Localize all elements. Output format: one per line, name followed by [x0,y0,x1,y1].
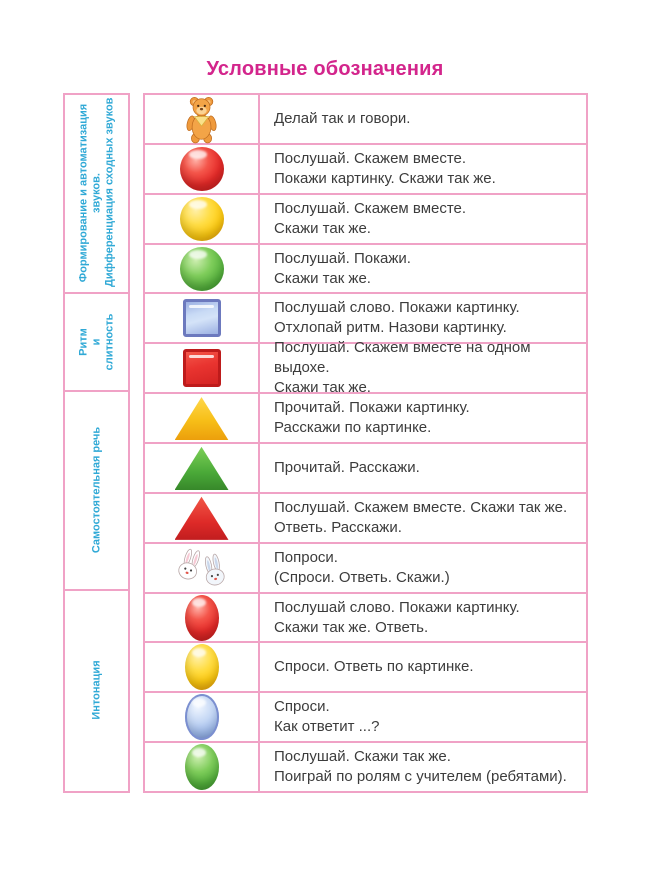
icon-cell [145,394,260,442]
legend-row [145,444,586,494]
page-title: Условные обозначения [206,58,444,80]
instruction-cell [260,743,586,791]
section-label-line: Дифференциация сходных звуков [103,97,115,288]
section-label-column [63,93,130,793]
bunnies-icon [171,548,233,588]
column-gap [130,93,143,793]
triangle-red-icon [175,496,229,540]
legend-row [145,294,586,344]
instruction-cell [260,444,586,492]
icon-cell [145,594,260,642]
instruction-cell [260,643,586,691]
square-red-icon [183,349,221,387]
oval-yellow-icon [185,644,219,690]
instruction-line: Скажи так же. [274,219,371,237]
legend-row [145,145,586,195]
legend-row [145,339,586,397]
instruction-line: Ответь. Расскажи. [274,518,402,536]
legend-row [145,494,586,544]
ball-red-icon [180,147,224,191]
instruction-line: Скажи так же. [274,269,371,287]
section-label-line: и [90,338,102,346]
instruction-line: Попроси. [274,548,338,566]
legend-row [145,195,586,245]
legend-row [145,394,586,444]
section-label-line: Интонация [90,660,102,720]
section-label [77,99,116,287]
instruction-line: Прочитай. Расскажи. [274,459,420,477]
legend-row [145,693,586,743]
section-label-line: Формирование и автоматизация [77,104,89,283]
instruction-line: Поиграй по ролям с учителем (ребятами). [274,768,567,786]
instruction-line: Как ответит ...? [274,718,380,736]
section-label-cell [65,95,128,294]
instruction-line: Скажи так же. Ответь. [274,618,429,636]
instruction-line: Спроси. [274,698,330,716]
icon-cell [145,344,260,392]
instruction-line: Спроси. Ответь по картинке. [274,658,474,676]
section-label-line: Самостоятельная речь [90,427,102,554]
icon-cell [145,743,260,791]
icon-cell [145,643,260,691]
instruction-line: (Спроси. Ответь. Скажи.) [274,568,450,586]
instruction-cell [260,145,586,193]
legend-grid [143,93,588,793]
instruction-cell [260,594,586,642]
section-label [90,396,103,584]
ball-yellow-icon [180,197,224,241]
instruction-line: Послушай. Скажем вместе. [274,199,467,217]
instruction-line: Скажи так же. [274,379,371,397]
instruction-cell [260,339,586,397]
section-label [90,596,103,784]
instruction-line: Прочитай. Покажи картинку. [274,399,470,417]
instruction-cell [260,245,586,293]
icon-cell [145,693,260,741]
triangle-green-icon [175,446,229,490]
instruction-cell [260,394,586,442]
icon-cell [145,444,260,492]
icon-cell [145,544,260,592]
icon-cell [145,195,260,243]
instruction-line: Послушай. Скажем вместе. Скажи так же. [274,498,568,516]
instruction-line: Послушай. Скажем вместе. [274,149,467,167]
instruction-line: Расскажи по картинке. [274,419,432,437]
icon-cell [145,95,260,143]
oval-red-icon [185,595,219,641]
section-label-cell [65,294,128,393]
legend-row [145,245,586,295]
instruction-line: Послушай. Скажем вместе на одном выдохе. [274,339,531,377]
icon-cell [145,494,260,542]
legend-table [63,93,588,793]
instruction-line: Отхлопай ритм. Назови картинку. [274,319,507,337]
section-label [77,298,116,386]
icon-cell [145,245,260,293]
instruction-cell [260,95,586,143]
instruction-cell [260,195,586,243]
square-blue-icon [183,299,221,337]
oval-blue-icon [185,694,219,740]
section-label-cell [65,392,128,591]
section-label-line: слитность [103,313,115,371]
oval-green-icon [185,744,219,790]
instruction-cell [260,294,586,342]
instruction-cell [260,693,586,741]
instruction-line: Послушай. Покажи. [274,249,411,267]
legend-row [145,643,586,693]
teddy-bear-icon [183,95,221,144]
legend-row [145,594,586,644]
section-label-cell [65,591,128,790]
instruction-line: Послушай слово. Покажи картинку. [274,598,520,616]
instruction-line: Делай так и говори. [274,110,411,127]
section-label-line: звуков. [90,173,102,214]
icon-cell [145,145,260,193]
instruction-line: Послушай. Скажи так же. [274,748,451,766]
icon-cell [145,294,260,342]
legend-row [145,95,586,145]
instruction-line: Послушай слово. Покажи картинку. [274,299,520,317]
legend-row [145,544,586,594]
ball-green-icon [180,247,224,291]
instruction-cell [260,544,586,592]
legend-row [145,743,586,791]
instruction-line: Покажи картинку. Скажи так же. [274,169,496,187]
triangle-yellow-icon [175,396,229,440]
section-label-line: Ритм [77,327,89,356]
instruction-cell [260,494,586,542]
